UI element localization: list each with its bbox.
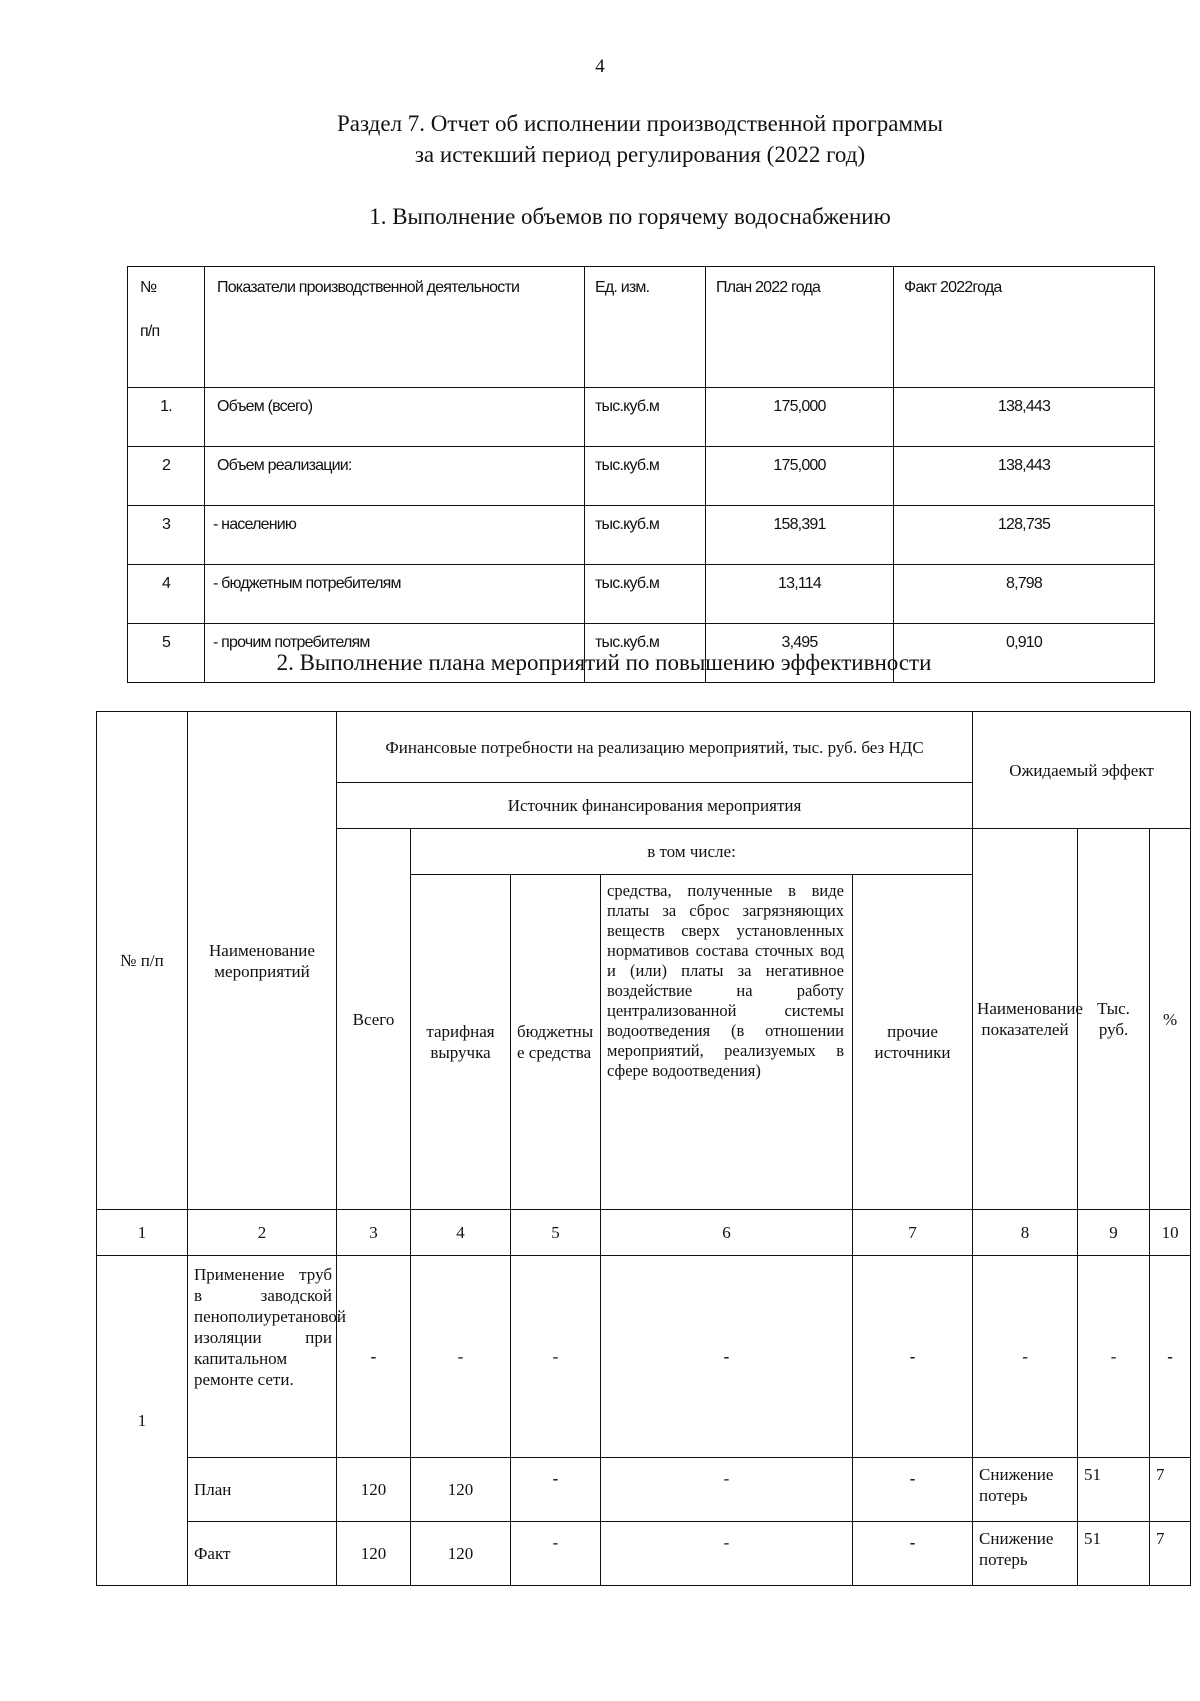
col-header-name: Наименование мероприятий [188,712,337,1210]
row-fact: 0,910 [894,624,1155,683]
row-fact: 138,443 [894,447,1155,506]
col-header-num-line1: № [140,279,157,296]
table-row [128,388,1155,447]
col-header-total: Всего [337,829,411,1210]
measure-other: - [853,1256,973,1458]
measure-pct: - [1150,1256,1191,1458]
col-header-indicator: Показатели производственной деятельности [205,267,585,388]
section-title [0,108,1200,170]
row-num: 3 [128,506,205,565]
efficiency-measures-table [96,711,1191,1586]
fact-fees: - [601,1522,853,1586]
measure-thous: - [1078,1256,1150,1458]
col-header-unit: Ед. изм. [585,267,706,388]
col-header-budget: бюджетные средства [511,875,601,1210]
table-row [97,1256,1191,1458]
plan-other: - [853,1458,973,1522]
row-name: - бюджетным потребителям [205,565,585,624]
row-fact: 128,735 [894,506,1155,565]
col-number: 8 [973,1210,1078,1256]
row-unit: тыс.куб.м [585,624,706,683]
table1-heading: 1. Выполнение объемов по горячему водоснабжению [369,204,891,229]
plan-label: План [188,1458,337,1522]
row-unit: тыс.куб.м [585,388,706,447]
col-header-num [128,267,205,388]
row-num: 4 [128,565,205,624]
row-plan: 3,495 [706,624,894,683]
col-number: 9 [1078,1210,1150,1256]
col-number: 5 [511,1210,601,1256]
row-unit: тыс.куб.м [585,506,706,565]
col-header-incl: в том числе: [411,829,973,875]
row-fact: 138,443 [894,388,1155,447]
table-header-row [128,267,1155,388]
col-header-indicator-name: Наименование показателей [973,829,1078,1210]
plan-indicator: Снижение потерь [973,1458,1078,1522]
row-plan: 175,000 [706,388,894,447]
table-row [97,1458,1191,1522]
table-row [128,447,1155,506]
col-number: 1 [97,1210,188,1256]
fact-total: 120 [337,1522,411,1586]
row-plan: 158,391 [706,506,894,565]
col-header-num: № п/п [97,712,188,1210]
row-fact: 8,798 [894,565,1155,624]
table2-heading: 2. Выполнение плана мероприятий по повышению эффективности [276,650,932,675]
col-number: 3 [337,1210,411,1256]
row-name: Объем (всего) [205,388,585,447]
col-number: 2 [188,1210,337,1256]
plan-budget: - [511,1458,601,1522]
col-header-fact: Факт 2022года [894,267,1155,388]
row-num: 1. [128,388,205,447]
measure-total: - [337,1256,411,1458]
col-header-fees: средства, полученные в виде платы за сброс загрязняющих веществ сверх установленных нормативов состава сточных вод и (или) платы за негативное воздействие на работу централизованной системы водоотведения (в отношении мероприятий, реализуемых в сфере водоотведения) [601,875,853,1210]
col-header-thous-rub: Тыс. руб. [1078,829,1150,1210]
fact-tariff: 120 [411,1522,511,1586]
col-header-num-line2: п/п [140,323,160,340]
row-num: 2 [128,447,205,506]
plan-fees: - [601,1458,853,1522]
row-plan: 175,000 [706,447,894,506]
col-header-effect: Ожидаемый эффект [973,712,1191,829]
row-unit: тыс.куб.м [585,447,706,506]
col-number: 6 [601,1210,853,1256]
measure-name: Применение труб в заводской пенополиуретановой изоляции при капитальном ремонте сети. [188,1256,337,1458]
col-header-tariff: тарифная выручка [411,875,511,1210]
measure-indicator: - [973,1256,1078,1458]
measure-tariff: - [411,1256,511,1458]
hot-water-volumes-table [127,266,1155,683]
col-header-plan: План 2022 года [706,267,894,388]
row-plan: 13,114 [706,565,894,624]
table-row [128,506,1155,565]
measure-num: 1 [97,1256,188,1586]
table-header-row [97,712,1191,783]
table-row [128,565,1155,624]
table-row [97,1522,1191,1586]
section-title-line1: Раздел 7. Отчет об исполнении производственной программы [336,111,944,136]
row-name: - населению [205,506,585,565]
row-unit: тыс.куб.м [585,565,706,624]
fact-thous: 51 [1078,1522,1150,1586]
plan-tariff: 120 [411,1458,511,1522]
fact-budget: - [511,1522,601,1586]
fact-indicator: Снижение потерь [973,1522,1078,1586]
measure-fees: - [601,1256,853,1458]
measure-budget: - [511,1256,601,1458]
row-num: 5 [128,624,205,683]
fact-label: Факт [188,1522,337,1586]
plan-thous: 51 [1078,1458,1150,1522]
plan-pct: 7 [1150,1458,1191,1522]
row-name: Объем реализации: [205,447,585,506]
col-header-fin-needs: Финансовые потребности на реализацию мероприятий, тыс. руб. без НДС [337,712,973,783]
page-number: 4 [595,56,605,77]
column-numbers-row [97,1210,1191,1256]
fact-other: - [853,1522,973,1586]
col-header-other: прочие источники [853,875,973,1210]
section-title-line2: за истекший период регулирования (2022 год) [414,142,866,167]
col-number: 10 [1150,1210,1191,1256]
col-header-percent: % [1150,829,1191,1210]
plan-total: 120 [337,1458,411,1522]
fact-pct: 7 [1150,1522,1191,1586]
col-number: 7 [853,1210,973,1256]
row-name: - прочим потребителям [205,624,585,683]
col-number: 4 [411,1210,511,1256]
col-header-source: Источник финансирования мероприятия [337,783,973,829]
